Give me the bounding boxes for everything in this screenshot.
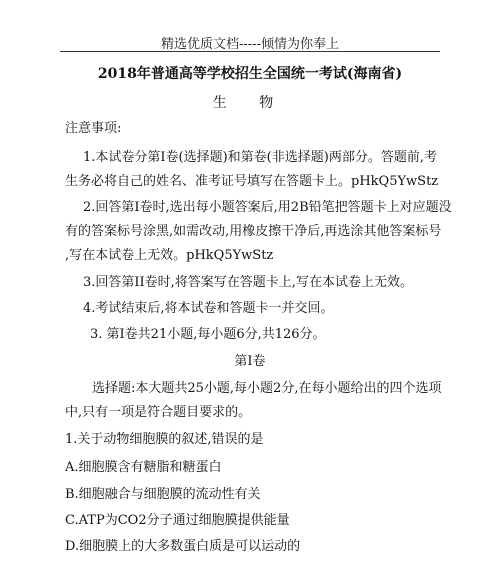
instructions-line-2: 中,只有一项是符合题目要求的。 bbox=[65, 405, 252, 420]
notice-5: 3. 第Ⅰ卷共21小题,每小题6分,共126分。 bbox=[90, 327, 326, 342]
notice-heading: 注意事项: bbox=[65, 121, 122, 136]
subject-heading: 生 物 bbox=[212, 95, 288, 111]
question-1-option-a: A.细胞膜含有糖脂和糖蛋白 bbox=[65, 460, 222, 475]
question-1-option-c: C.ATP为CO2分子通过细胞膜提供能量 bbox=[65, 513, 290, 528]
running-header: 精选优质文档-----倾情为你奉上 bbox=[161, 37, 339, 52]
notice-2-line-3: ,写在本试卷上无效。pHkQ5YwStz bbox=[65, 248, 274, 263]
question-1-stem: 1.关于动物细胞膜的叙述,错误的是 bbox=[65, 432, 264, 447]
notice-2-line-2: 有的答案标号涂黑,如需改动,用橡皮擦干净后,再选涂其他答案标号 bbox=[65, 224, 442, 239]
notice-4: 4.考试结束后,将本试卷和答题卡一并交回。 bbox=[83, 301, 334, 316]
question-1-option-b: B.细胞融合与细胞膜的流动性有关 bbox=[65, 487, 261, 502]
instructions-line-1: 选择题:本大题共25小题,每小题2分,在每小题给出的四个选项 bbox=[92, 381, 442, 396]
header-rule bbox=[60, 51, 440, 52]
notice-1-line-1: 1.本试卷分第Ⅰ卷(选择题)和第卷(非选择题)两部分。答题前,考 bbox=[83, 150, 437, 165]
notice-3: 3.回答第II卷时,将答案写在答题卡上,写在本试卷上无效。 bbox=[83, 275, 413, 290]
question-1-option-d: D.细胞膜上的大多数蛋白质是可以运动的 bbox=[65, 539, 301, 554]
notice-1-line-2: 生务必将自己的姓名、准考证号填写在答题卡上。pHkQ5YwStz bbox=[65, 174, 439, 189]
exam-title: 2018年普通高等学校招生全国统一考试(海南省) bbox=[97, 66, 403, 82]
notice-2-line-1: 2.回答第Ⅰ卷时,选出每小题答案后,用2B铅笔把答题卡上对应题没 bbox=[83, 200, 452, 215]
section-heading: 第Ⅰ卷 bbox=[234, 354, 266, 369]
